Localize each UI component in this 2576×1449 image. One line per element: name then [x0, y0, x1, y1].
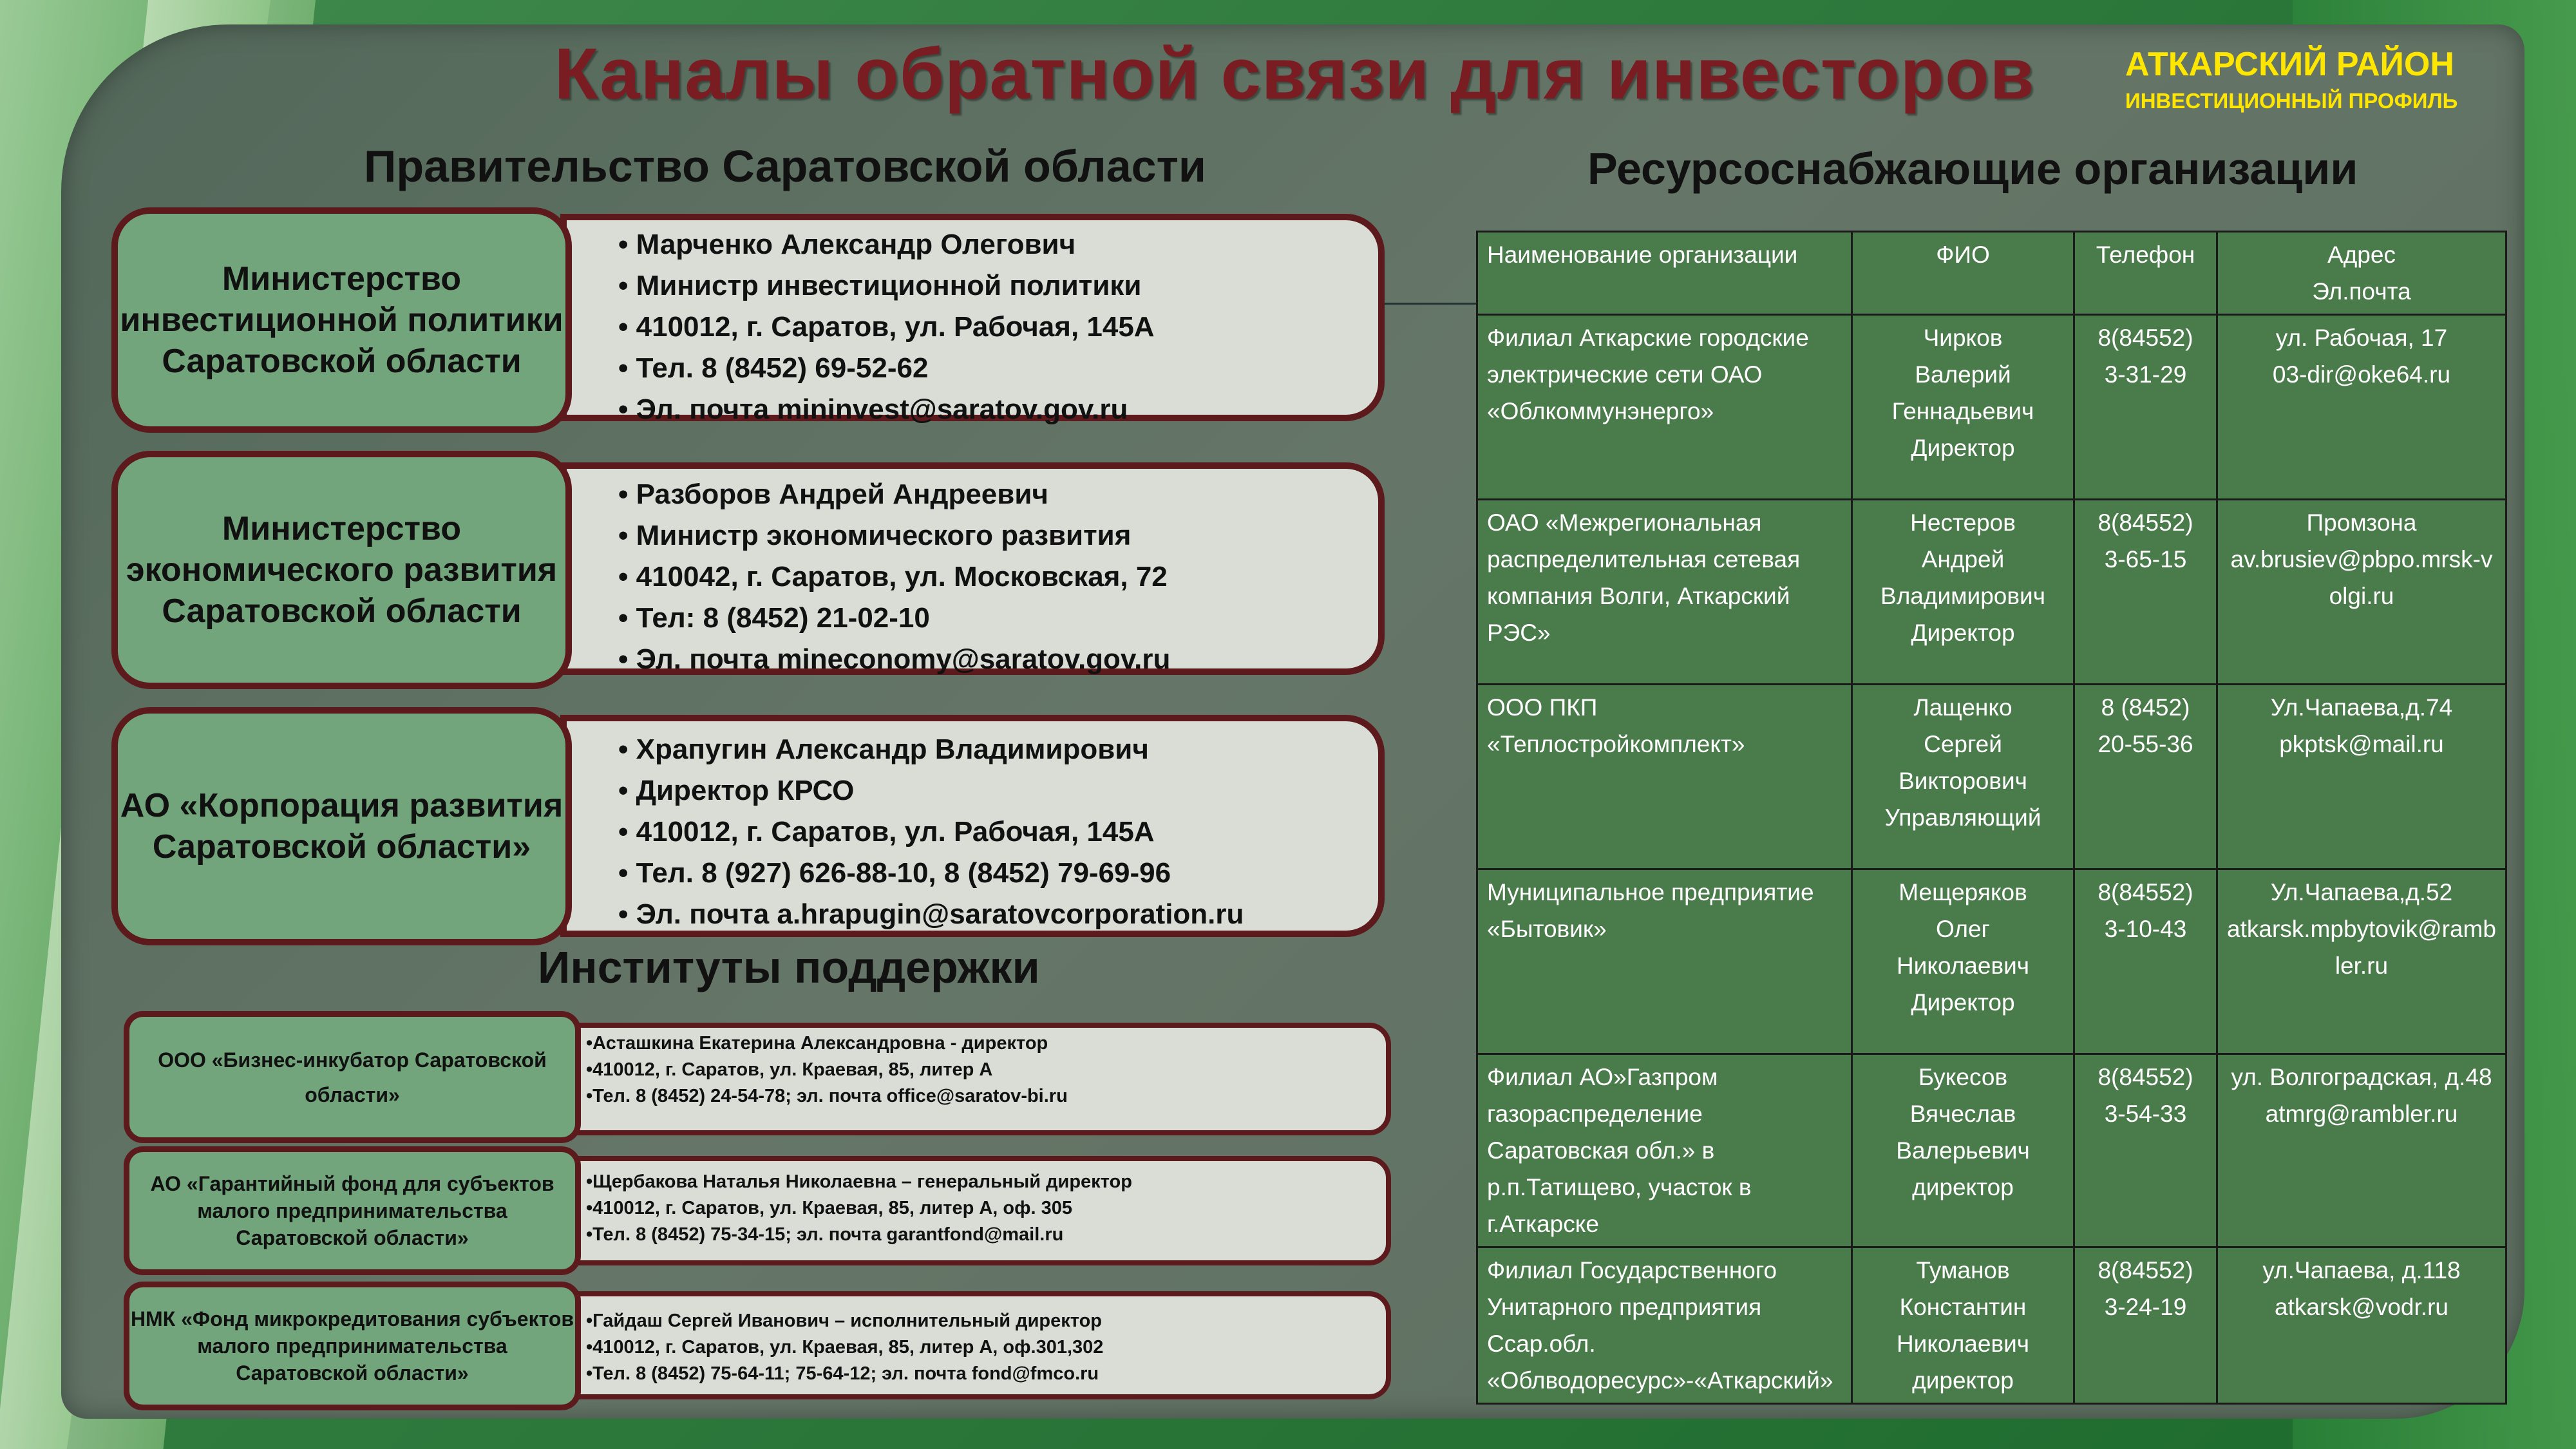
gov-card-1-line: • Министр экономического развития [618, 515, 1378, 556]
gov-card-1-line: • Эл. почта mineconomy@saratov.gov.ru [618, 639, 1378, 680]
cell-address: Промзона av.brusiev@pbpo.mrsk-volgi.ru [2217, 500, 2506, 685]
gov-card-1-org: Министерство экономического развития Саратовской области [111, 451, 572, 689]
cell-org: ОАО «Межрегиональная распределительная сетевая компания Волги, Аткарский РЭС» [1477, 500, 1852, 685]
table-row [1477, 1054, 2506, 1247]
cell-address: ул. Рабочая, 17 03-dir@oke64.ru [2217, 315, 2506, 500]
cell-phone: 8(84552) 3-10-43 [2074, 869, 2217, 1054]
gov-card-1-line: • 410042, г. Саратов, ул. Московская, 72 [618, 556, 1378, 598]
inst-card-2-line: • Тел. 8 (8452) 75-64-11; 75-64-12; эл. почта fond@fmco.ru [586, 1361, 1386, 1387]
cell-phone: 8 (8452) 20-55-36 [2074, 685, 2217, 869]
cell-phone: 8(84552) 3-24-19 [2074, 1247, 2217, 1404]
cell-address: Ул.Чапаева,д.52 atkarsk.mpbytovik@rambler.ru [2217, 869, 2506, 1054]
inst-card-2-org: НМК «Фонд микрокредитования субъектов малого предпринимательства Саратовской области» [124, 1282, 581, 1410]
gov-card-0-line: • 410012, г. Саратов, ул. Рабочая, 145А [618, 307, 1378, 348]
cell-address: Ул.Чапаева,д.74 pkptsk@mail.ru [2217, 685, 2506, 869]
inst-card-0-line: • Асташкина Екатерина Александровна - директор [586, 1030, 1386, 1057]
gov-card-0-line: • Марченко Александр Олегович [618, 224, 1378, 265]
inst-card-1-org: АО «Гарантийный фонд для субъектов малого предпринимательства Саратовской области» [124, 1146, 581, 1275]
cell-org: Филиал Государственного Унитарного предприятия Ссар.обл. «Облводоресурс»-«Аткарский» [1477, 1247, 1852, 1404]
gov-card-2-org: АО «Корпорация развития Саратовской области» [111, 707, 572, 945]
cell-address: ул. Волгоградская, д.48 atmrg@rambler.ru [2217, 1054, 2506, 1247]
cell-phone: 8(84552) 3-54-33 [2074, 1054, 2217, 1247]
gov-card-2-line: • 410012, г. Саратов, ул. Рабочая, 145А [618, 811, 1378, 853]
gov-card-1-line: • Тел: 8 (8452) 21-02-10 [618, 598, 1378, 639]
cell-fio: Мещеряков Олег Николаевич Директор [1852, 869, 2074, 1054]
column-header: Телефон [2074, 232, 2217, 315]
gov-card-2-line: • Директор КРСО [618, 770, 1378, 811]
inst-card-0-org: ООО «Бизнес-инкубатор Саратовской области» [124, 1011, 581, 1143]
connector-line [1385, 303, 1481, 305]
gov-card-1-line: • Разборов Андрей Андреевич [618, 474, 1378, 515]
gov-card-0-line: • Эл. почта mininvest@saratov.gov.ru [618, 389, 1378, 430]
inst-card-1-line: • Щербакова Наталья Николаевна – генеральный директор [586, 1169, 1386, 1195]
inst-card-1-line: • Тел. 8 (8452) 75-34-15; эл. почта garantfond@mail.ru [586, 1222, 1386, 1248]
cell-phone: 8(84552) 3-65-15 [2074, 500, 2217, 685]
cell-fio: Чирков Валерий Геннадьевич Директор [1852, 315, 2074, 500]
inst-card-0-details [573, 1023, 1391, 1135]
column-header: Наименование организации [1477, 232, 1852, 315]
resources-table [1476, 231, 2507, 1405]
table-header-row [1477, 232, 2506, 315]
gov-card-0-org: Министерство инвестиционной политики Саратовской области [111, 207, 572, 433]
inst-card-2-line: • 410012, г. Саратов, ул. Краевая, 85, литер А, оф.301,302 [586, 1334, 1386, 1361]
column-header: ФИО [1852, 232, 2074, 315]
gov-card-2-details [560, 715, 1385, 937]
cell-fio: Нестеров Андрей Владимирович Директор [1852, 500, 2074, 685]
inst-card-1-details [573, 1156, 1391, 1265]
column-header: Адрес Эл.почта [2217, 232, 2506, 315]
resources-heading: Ресурсоснабжающие организации [1587, 144, 2358, 194]
table-row [1477, 1247, 2506, 1404]
inst-card-2-line: • Гайдаш Сергей Иванович – исполнительный директор [586, 1308, 1386, 1334]
inst-card-0-line: • 410012, г. Саратов, ул. Краевая, 85, литер А [586, 1057, 1386, 1083]
table-row [1477, 685, 2506, 869]
gov-card-1-details [560, 462, 1385, 675]
page-title: Каналы обратной связи для инвесторов [554, 33, 2035, 114]
cell-address: ул.Чапаева, д.118 atkarsk@vodr.ru [2217, 1247, 2506, 1404]
table-row [1477, 869, 2506, 1054]
brand-subtitle: ИНВЕСТИЦИОННЫЙ ПРОФИЛЬ [2125, 89, 2458, 113]
cell-org: ООО ПКП «Теплостройкомплект» [1477, 685, 1852, 869]
cell-phone: 8(84552) 3-31-29 [2074, 315, 2217, 500]
gov-card-2-line: • Храпугин Александр Владимирович [618, 729, 1378, 770]
gov-card-0-details [560, 214, 1385, 425]
inst-card-2-details [573, 1291, 1391, 1399]
gov-card-0-line: • Министр инвестиционной политики [618, 265, 1378, 307]
inst-card-1-line: • 410012, г. Саратов, ул. Краевая, 85, литер А, оф. 305 [586, 1195, 1386, 1222]
cell-fio: Букесов Вячеслав Валерьевич директор [1852, 1054, 2074, 1247]
cell-org: Филиал АО»Газпром газораспределение Саратовская обл.» в р.п.Татищево, участок в г.Аткарске [1477, 1054, 1852, 1247]
table-row [1477, 500, 2506, 685]
cell-org: Филиал Аткарские городские электрические сети ОАО «Облкоммунэнерго» [1477, 315, 1852, 500]
gov-card-0-line: • Тел. 8 (8452) 69-52-62 [618, 348, 1378, 389]
government-heading: Правительство Саратовской области [364, 141, 1206, 191]
cell-org: Муниципальное предприятие «Бытовик» [1477, 869, 1852, 1054]
cell-fio: Лащенко Сергей Викторович Управляющий [1852, 685, 2074, 869]
table-row [1477, 315, 2506, 500]
gov-card-2-line: • Эл. почта a.hrapugin@saratovcorporation.ru [618, 894, 1378, 935]
brand-name: АТКАРСКИЙ РАЙОН [2125, 46, 2454, 83]
cell-fio: Туманов Константин Николаевич директор [1852, 1247, 2074, 1404]
inst-card-0-line: • Тел. 8 (8452) 24-54-78; эл. почта office@saratov-bi.ru [586, 1083, 1386, 1110]
institutes-heading: Институты поддержки [538, 942, 1040, 992]
gov-card-2-line: • Тел. 8 (927) 626-88-10, 8 (8452) 79-69-96 [618, 853, 1378, 894]
